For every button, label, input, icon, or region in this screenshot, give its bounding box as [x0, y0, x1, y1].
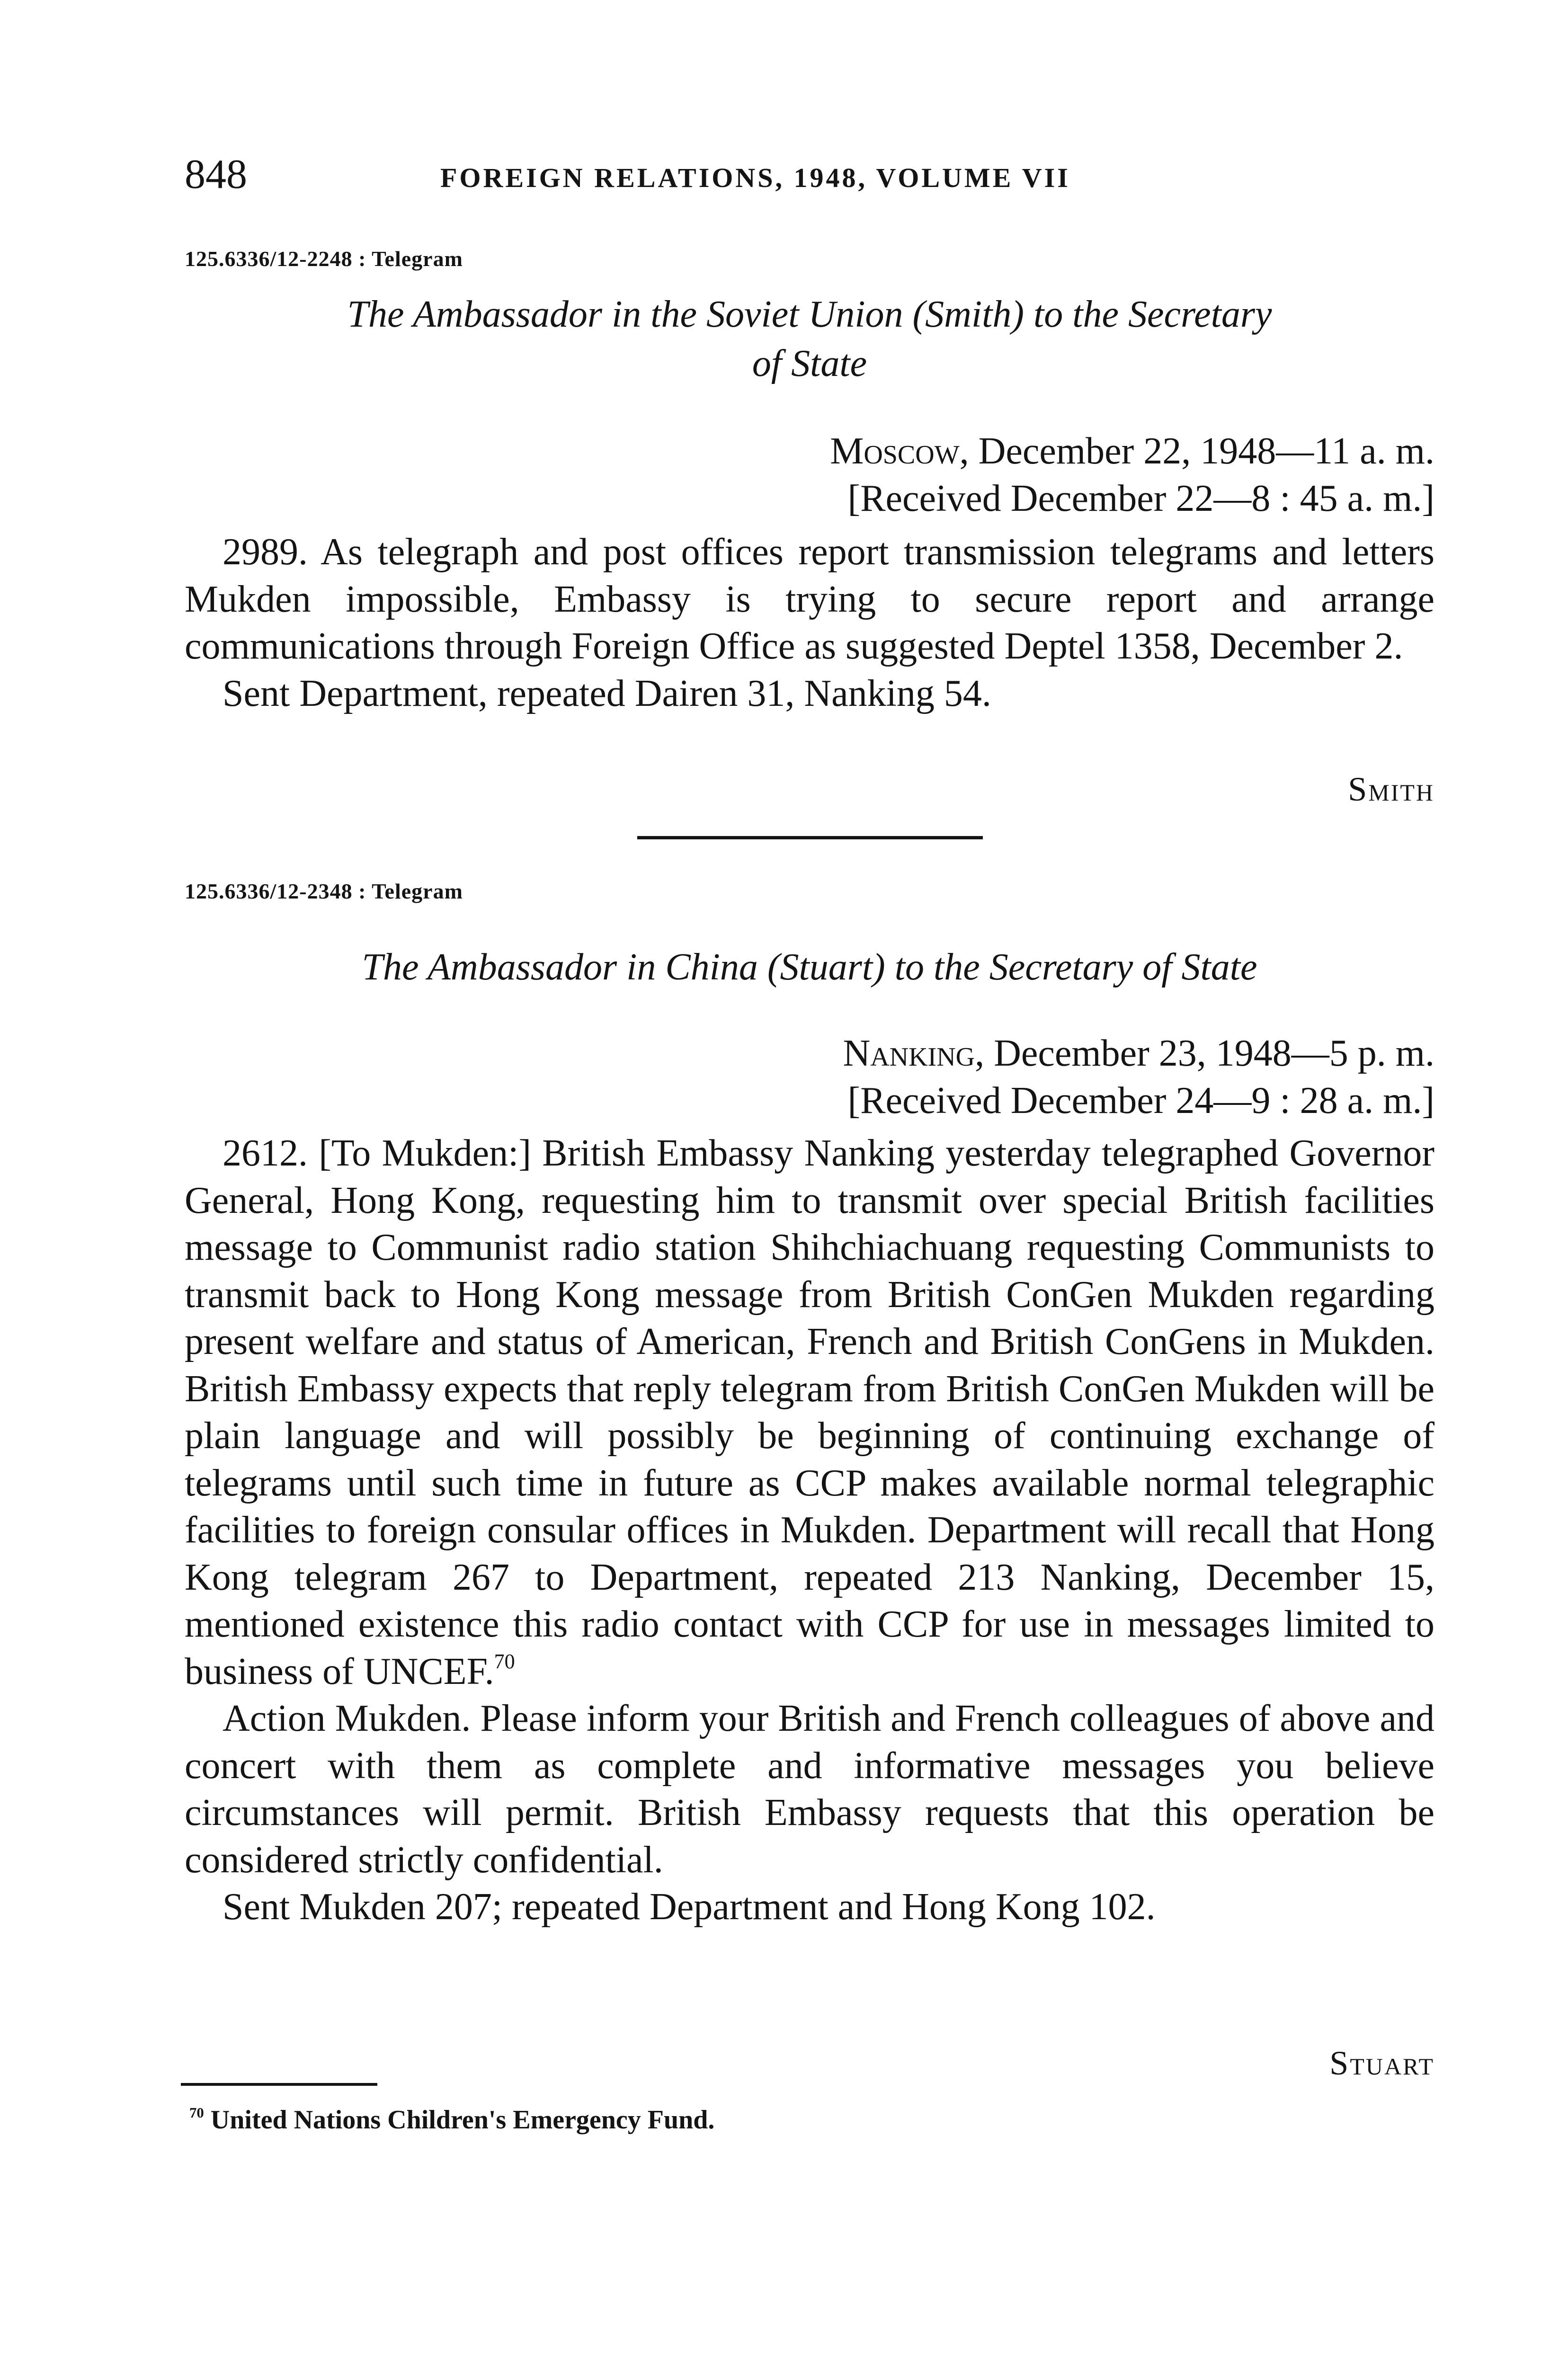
file-reference-2: 125.6336/12-2348 : Telegram: [185, 879, 463, 903]
footnote-text: United Nations Children's Emergency Fund.: [210, 2105, 715, 2135]
heading-line-2: of State: [752, 343, 867, 384]
paragraph: 2989. As telegraph and post offices report transmission telegrams and letters Mukden impossible, Embassy is trying to secure report and arrange communications through Foreign Office as suggested Deptel 1358, December 2.: [185, 531, 1434, 667]
dateline-place: Nanking: [843, 1032, 975, 1074]
file-reference-1: 125.6336/12-2248 : Telegram: [185, 247, 463, 271]
signature-2: Stuart: [1329, 2044, 1434, 2082]
telegram-body-1: [185, 529, 1434, 717]
footnote-reference: 70: [494, 1649, 515, 1673]
dateline-2: [185, 1030, 1434, 1124]
document-heading-1: [185, 290, 1434, 388]
dateline-date: , December 22, 1948—11 a. m.: [959, 430, 1434, 472]
footnote-rule: [181, 2083, 377, 2086]
received-line: [Received December 24—9 : 28 a. m.]: [847, 1080, 1434, 1121]
telegram-body-2: [185, 1130, 1434, 1931]
footnote-number: 70: [189, 2104, 204, 2121]
paragraph: Sent Department, repeated Dairen 31, Nanking 54.: [223, 672, 991, 714]
section-divider: [637, 836, 983, 839]
document-heading-2: The Ambassador in China (Stuart) to the Secretary of State: [362, 946, 1257, 988]
page-number: 848: [185, 151, 247, 197]
received-line: [Received December 22—8 : 45 a. m.]: [847, 478, 1434, 519]
paragraph: Action Mukden. Please inform your British and French colleagues of above and concert with them as complete and informative messages you believe circumstances will permit. British Embassy requests that this operation be considered strictly confidential.: [185, 1698, 1434, 1881]
paragraph: Sent Mukden 207; repeated Department and Hong Kong 102.: [223, 1886, 1156, 1928]
running-head: [185, 151, 1434, 203]
paragraph-text: 2612. [To Mukden:] British Embassy Nanking yesterday telegraphed Governor General, Hong Kong, requesting him to transmit over special British facilities message to Communist radio station Shihchiachuang requesting Communists to transmit back to Hong Kong message from British ConGen Mukden regarding present welfare and status of American, French and British ConGens in Mukden. British Embassy expects that reply telegram from British ConGen Mukden will be plain language and will possibly be beginning of continuing exchange of telegrams until such time in future as CCP makes available normal telegraphic facilities to foreign consular offices in Mukden. Department will recall that Hong Kong telegram 267 to Department, repeated 213 Nanking, December 15, mentioned existence this radio contact with CCP for use in messages limited to business of UNCEF.: [185, 1132, 1434, 1692]
dateline-1: [185, 427, 1434, 522]
heading-line-1: The Ambassador in the Soviet Union (Smith) to the Secretary: [347, 294, 1272, 335]
signature-1: Smith: [1348, 770, 1434, 808]
footnote: [189, 2105, 714, 2135]
dateline-date: , December 23, 1948—5 p. m.: [975, 1032, 1434, 1074]
dateline-place: Moscow: [830, 430, 960, 472]
running-title: FOREIGN RELATIONS, 1948, VOLUME VII: [440, 162, 1070, 193]
paragraph: [185, 1130, 1434, 1695]
